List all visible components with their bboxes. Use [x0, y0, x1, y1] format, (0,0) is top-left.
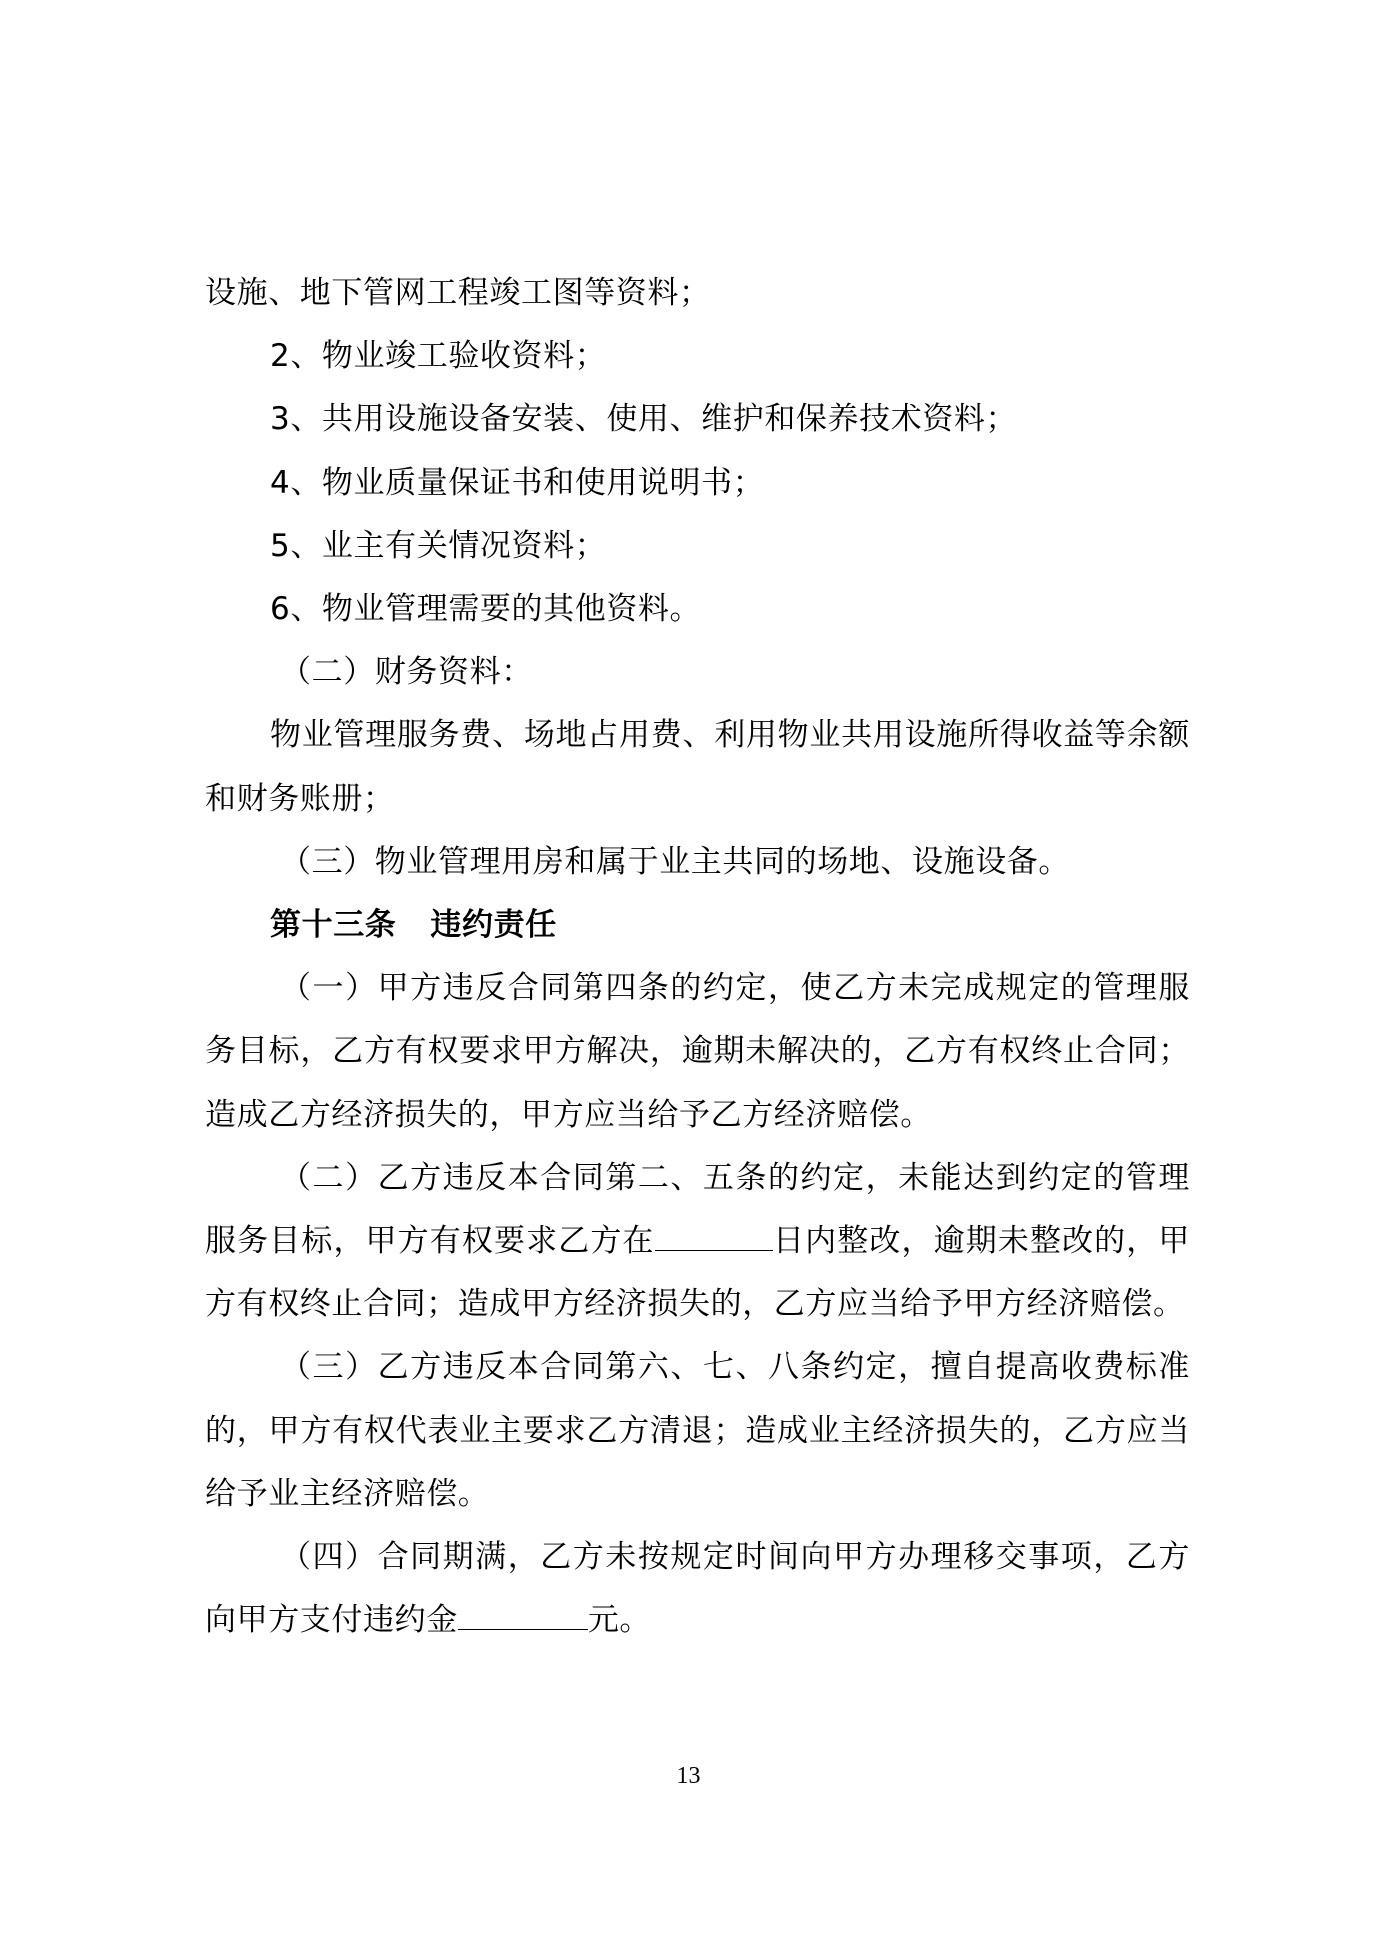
list-item: 6、物业管理需要的其他资料。 — [270, 591, 702, 628]
list-item: 4、物业质量保证书和使用说明书； — [270, 464, 765, 501]
article-title: 违约责任 — [430, 907, 557, 944]
subsection-heading: （二）财务资料： — [280, 654, 533, 691]
clause-text: （二）乙方违反本合同第二、五条的约定，未能达到约定的管理服务目标，甲方有权要求乙方在 — [205, 1159, 1190, 1260]
page-number: 13 — [676, 1763, 701, 1789]
clause-paragraph: （三）乙方违反本合同第六、七、八条约定，擅自提高收费标准的，甲方有权代表业主要求乙方清退；造成业主经济损失的，乙方应当给予业主经济赔偿。 — [205, 1349, 1190, 1512]
paragraph: 物业管理服务费、场地占用费、利用物业共用设施所得收益等余额和财务账册； — [205, 717, 1190, 817]
article-heading — [205, 894, 1190, 957]
list-item: 2、物业竣工验收资料； — [270, 338, 607, 375]
text-line: 设施、地下管网工程竣工图等资料； — [205, 275, 711, 311]
clause-text: （四）合同期满，乙方未按规定时间向甲方办理移交事项，乙方向甲方支付违约金 — [205, 1539, 1190, 1639]
clause-paragraph — [205, 1147, 1190, 1337]
fill-in-blank[interactable] — [655, 1249, 773, 1251]
list-item: 3、共用设施设备安装、使用、维护和保养技术资料； — [270, 401, 1018, 438]
clause-paragraph: （一）甲方违反合同第四条的约定，使乙方未完成规定的管理服务目标，乙方有权要求甲方解决，逾期未解决的，乙方有权终止合同；造成乙方经济损失的，甲方应当给予乙方经济赔偿。 — [205, 970, 1190, 1133]
fill-in-blank[interactable] — [458, 1628, 588, 1630]
clause-text: 元。 — [587, 1602, 652, 1639]
subsection-heading: （三）物业管理用房和属于业主共同的场地、设施设备。 — [280, 843, 1070, 880]
document-body — [205, 262, 1190, 1652]
article-number: 第十三条 — [270, 907, 397, 944]
list-item: 5、业主有关情况资料； — [270, 527, 607, 564]
clause-paragraph — [205, 1526, 1190, 1652]
clause-text: 日内整改，逾期未整改的，甲方有权终止合同；造成甲方经济损失的，乙方应当给予甲方经济赔偿。 — [205, 1223, 1190, 1323]
